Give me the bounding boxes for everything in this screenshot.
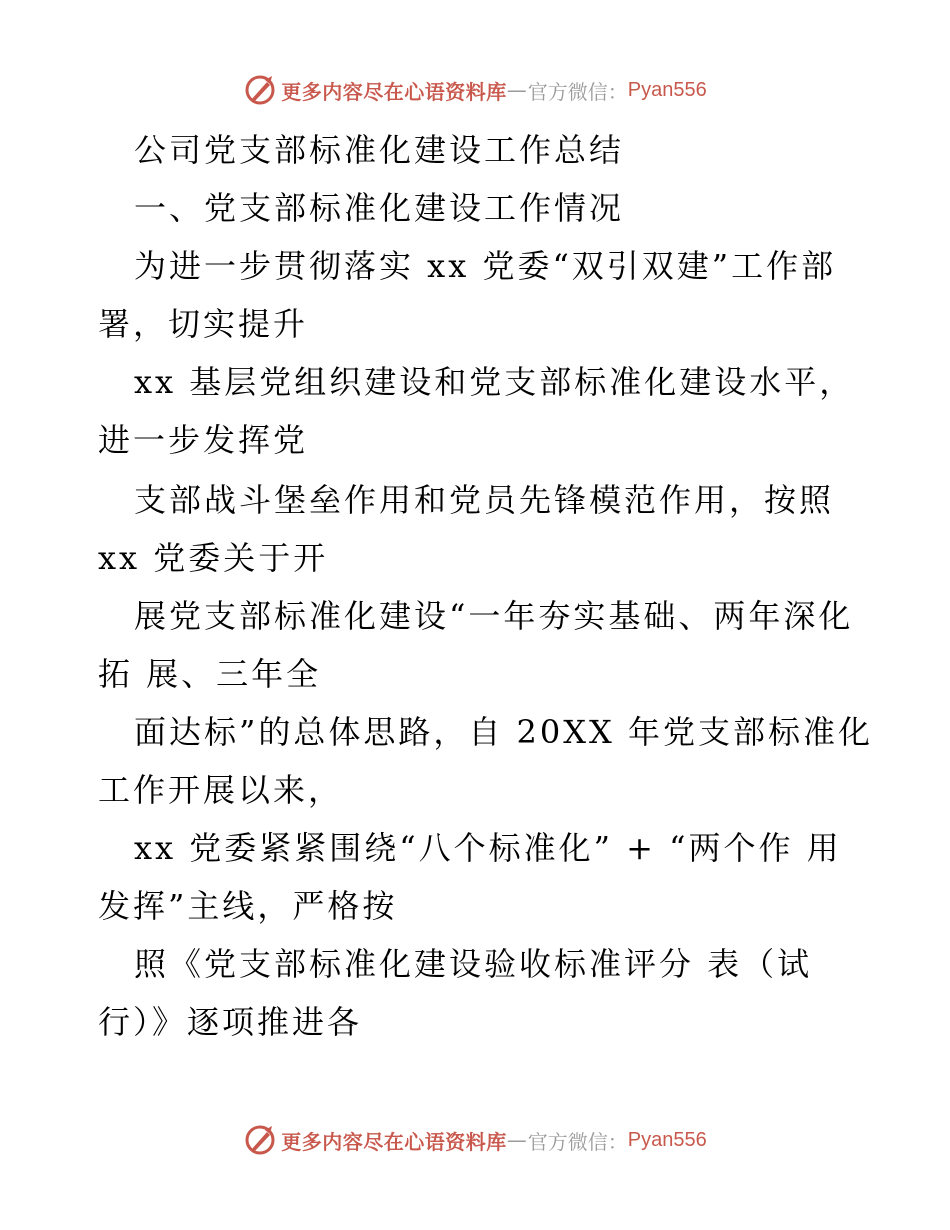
watermark-site-text: 更多内容尽在心语资料库 [281, 79, 507, 104]
paragraph-line: 进一步发挥党 [98, 421, 309, 459]
paragraph-line: 支部战斗堡垒作用和党员先锋模范作用，按照 [134, 481, 835, 519]
paragraph-line: 照《党支部标准化建设验收标准评分 表（试 [134, 945, 813, 983]
paragraph-line: 拓 展、三年全 [98, 655, 322, 693]
section-heading: 一、党支部标准化建设工作情况 [134, 189, 625, 227]
paragraph-line: 展党支部标准化建设“一年夯实基础、两年深化 [134, 597, 854, 635]
paragraph-line: 为进一步贯彻落实 xx 党委“双引双建”工作部 [134, 247, 837, 285]
paragraph-line: 署，切实提升 [98, 305, 309, 343]
watermark-wechat-label: 官方微信： [527, 79, 628, 104]
paragraph-line: 工作开展以来， [98, 771, 344, 809]
paragraph-line: xx 党委关于开 [98, 539, 329, 577]
watermark-site-text: 更多内容尽在心语资料库 [281, 1129, 507, 1154]
watermark-wechat-id: Pyan556 [627, 78, 707, 101]
paragraph-line: 行）》逐项推进各 [98, 1003, 363, 1041]
footer-watermark [0, 1120, 950, 1160]
quill-logo-icon [243, 1123, 277, 1157]
paragraph-line: xx 基层党组织建设和党支部标准化建设水平， [134, 363, 855, 401]
watermark-wechat-label: 官方微信： [527, 1129, 628, 1154]
paragraph-line: xx 党委紧紧围绕“八个标准化” + “两个作 用 [134, 829, 842, 867]
paragraph-line: 发挥”主线，严格按 [98, 887, 398, 925]
quill-logo-icon [243, 73, 277, 107]
paragraph-line: 面达标”的总体思路，自 20XX 年党支部标准化 [134, 713, 873, 751]
watermark-separator: — [506, 1128, 528, 1152]
document-title: 公司党支部标准化建设工作总结 [134, 131, 625, 169]
watermark-wechat-id: Pyan556 [627, 1128, 707, 1151]
watermark-separator: — [506, 78, 528, 102]
header-watermark [0, 70, 950, 110]
